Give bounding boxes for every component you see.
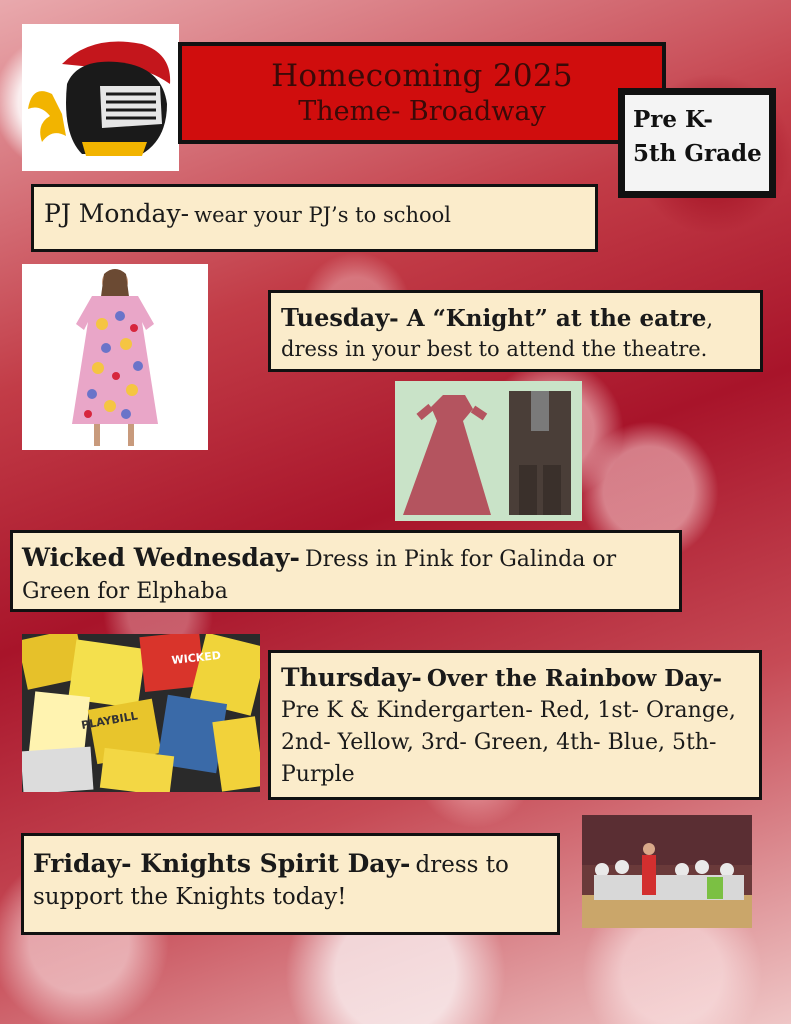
- tuesday-comma: ,: [706, 307, 714, 331]
- monday-box: [31, 184, 598, 252]
- thursday-text: Pre K & Kindergarten- Red, 1st- Orange, 2nd- Yellow, 3rd- Green, 4th- Blue, 5th- Purple: [281, 698, 736, 787]
- theatre-outfit-image: [395, 381, 582, 521]
- thursday-title-rest: Over the Rainbow Day-: [426, 665, 723, 692]
- grade-line-1: Pre K-: [633, 106, 713, 133]
- wednesday-text: Dress in Pink for Galinda or Green for Elphaba: [22, 547, 617, 604]
- wednesday-box: [10, 530, 682, 612]
- grade-box: [618, 88, 776, 198]
- monday-text: wear your PJ’s to school: [194, 203, 452, 227]
- tuesday-text: dress in your best to attend the theatre.: [281, 337, 708, 361]
- friday-text: dress to support the Knights today!: [33, 852, 509, 910]
- playbill-collage-image: [22, 634, 260, 792]
- title-banner: [178, 42, 666, 144]
- knight-helmet-icon: [22, 24, 179, 171]
- tuesday-title: Tuesday: [281, 303, 390, 332]
- grade-line-2: 5th Grade: [633, 140, 762, 167]
- knight-logo: [22, 24, 179, 171]
- pajama-dress-image: [22, 264, 208, 450]
- wednesday-title: Wicked Wednesday-: [22, 543, 300, 572]
- page-title: Homecoming 2025: [271, 58, 573, 94]
- tuesday-title-rest: - A “Knight” at the eatre: [389, 305, 707, 332]
- thursday-title: Thursday-: [281, 663, 422, 692]
- monday-title: PJ Monday-: [44, 199, 190, 228]
- tuesday-box: [268, 290, 763, 372]
- playbill-label: PLAYBILL: [80, 709, 139, 732]
- spirit-day-photo: [582, 815, 752, 928]
- friday-box: [21, 833, 560, 935]
- thursday-box: [268, 650, 762, 800]
- theme-subtitle: Theme- Broadway: [298, 96, 546, 127]
- wicked-label: WICKED: [170, 648, 222, 667]
- friday-title: Friday- Knights Spirit Day-: [33, 849, 411, 878]
